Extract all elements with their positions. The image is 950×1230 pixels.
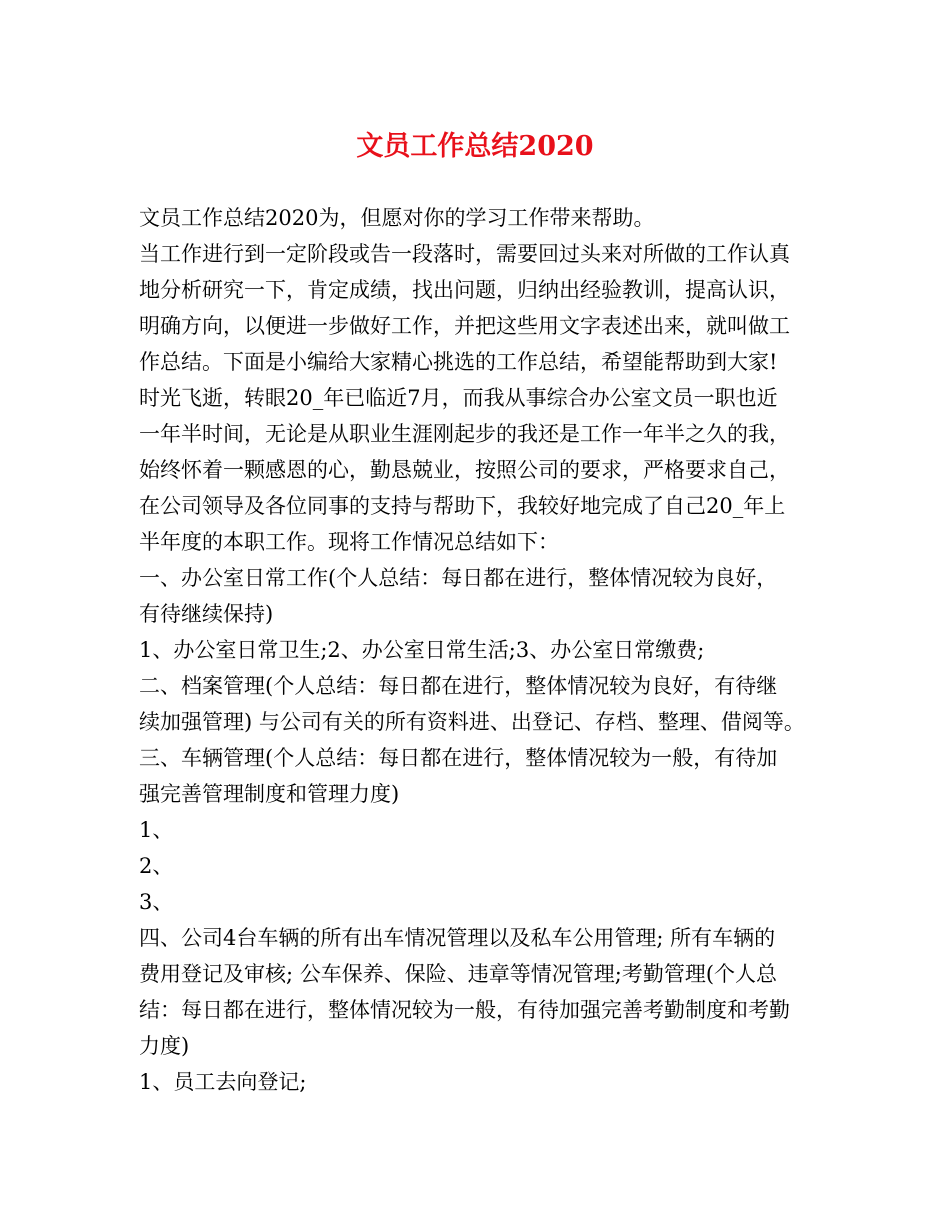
body-line: 一年半时间，无论是从职业生涯刚起步的我还是工作一年半之久的我， bbox=[139, 422, 790, 446]
body-line: 文员工作总结2020为，但愿对你的学习工作带来帮助。 bbox=[139, 206, 655, 230]
document-body bbox=[139, 200, 829, 1100]
body-line: 地分析研究一下，肯定成绩，找出问题，归纳出经验教训，提高认识， bbox=[139, 278, 790, 302]
body-line: 明确方向，以便进一步做好工作，并把这些用文字表述出来，就叫做工 bbox=[139, 314, 790, 338]
section-heading-1: 一、办公室日常工作(个人总结：每日都在进行，整体情况较为良好， bbox=[139, 566, 778, 590]
list-item: 3、 bbox=[139, 890, 174, 914]
body-line: 在公司领导及各位同事的支持与帮助下，我较好地完成了自己20_年上 bbox=[139, 494, 786, 518]
body-line: 1、办公室日常卫生;2、办公室日常生活;3、办公室日常缴费; bbox=[139, 638, 705, 662]
body-line: 始终怀着一颗感恩的心，勤恳兢业，按照公司的要求，严格要求自己， bbox=[139, 458, 790, 482]
body-line: 当工作进行到一定阶段或告一段落时，需要回过头来对所做的工作认真 bbox=[139, 242, 790, 266]
section-heading-2: 二、档案管理(个人总结：每日都在进行，整体情况较为良好，有待继 bbox=[139, 674, 778, 698]
body-line: 作总结。下面是小编给大家精心挑选的工作总结，希望能帮助到大家! bbox=[139, 350, 778, 374]
body-line: 半年度的本职工作。现将工作情况总结如下： bbox=[139, 530, 559, 554]
list-item: 1、员工去向登记; bbox=[139, 1070, 307, 1094]
body-line: 有待继续保持) bbox=[139, 602, 274, 626]
document-title: 文员工作总结2020 bbox=[356, 131, 594, 162]
body-line: 强完善管理制度和管理力度) bbox=[139, 782, 400, 806]
list-item: 2、 bbox=[139, 854, 174, 878]
section-heading-3: 三、车辆管理(个人总结：每日都在进行，整体情况较为一般，有待加 bbox=[139, 746, 778, 770]
body-line: 时光飞逝，转眼20_年已临近7月，而我从事综合办公室文员一职也近 bbox=[139, 386, 778, 410]
body-line: 费用登记及审核; 公车保养、保险、违章等情况管理;考勤管理(个人总 bbox=[139, 962, 778, 986]
body-line: 结：每日都在进行，整体情况较为一般，有待加强完善考勤制度和考勤 bbox=[139, 998, 790, 1022]
list-item: 1、 bbox=[139, 818, 174, 842]
section-heading-4: 四、公司4台车辆的所有出车情况管理以及私车公用管理; 所有车辆的 bbox=[139, 926, 776, 950]
body-line: 力度) bbox=[139, 1034, 190, 1058]
body-line: 续加强管理) 与公司有关的所有资料进、出登记、存档、整理、借阅等。 bbox=[139, 710, 805, 734]
